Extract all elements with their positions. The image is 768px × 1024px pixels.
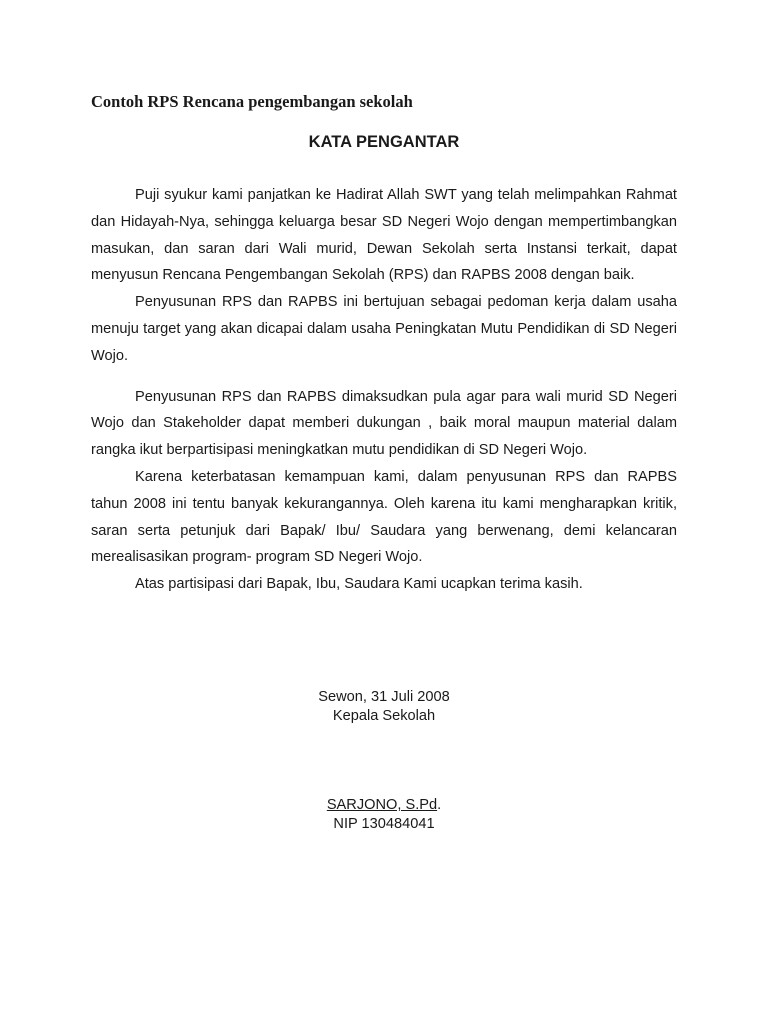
paragraph-4: Karena keterbatasan kemampuan kami, dalam penyusunan RPS dan RAPBS tahun 2008 ini tentu banyak kekurangannya. Oleh karena itu kami mengharapkan kritik, saran serta petunjuk dari Bapak/ Ibu/ Saudara yang berwenang, demi kelancaran merealisasikan program- program SD Negeri Wojo. [91,468,677,566]
paragraph-gap [91,370,677,384]
signer-name: SARJONO, S.Pd [326,797,438,813]
paragraph-2: Penyusunan RPS dan RAPBS ini bertujuan sebagai pedoman kerja dalam usaha menuju target yang akan dicapai dalam usaha Peningkatan Mutu Pendidikan di SD Negeri Wojo. [91,294,677,364]
place-date: Sewon, 31 Juli 2008 [318,689,450,705]
paragraph-1: Puji syukur kami panjatkan ke Hadirat Allah SWT yang telah melimpahkan Rahmat dan Hidayah-Nya, sehingga keluarga besar SD Negeri Wojo dengan mempertimbangkan masukan, dan saran dari Wali murid, Dewan Sekolah serta Instansi terkait, dapat menyusun Rencana Pengembangan Sekolah (RPS) dan RAPBS 2008 dengan baik. [91,187,677,284]
position-title: Kepala Sekolah [332,708,436,724]
section-heading: KATA PENGANTAR [308,133,460,151]
signer-name-line [0,796,768,815]
signature-block-bottom [0,796,768,834]
paragraph-5: Atas partisipasi dari Bapak, Ibu, Saudara Kami ucapkan terima kasih. [135,576,583,593]
paragraph-3: Penyusunan RPS dan RAPBS dimaksudkan pula agar para wali murid SD Negeri Wojo dan Stakeholder dapat memberi dukungan , baik moral maupun material dalam rangka ikut berpartisipasi meningkatkan mutu pendidikan di SD Negeri Wojo. [91,388,677,459]
signer-nip: NIP 130484041 [333,816,435,832]
signature-block-top [0,688,768,726]
document-title: Contoh RPS Rencana pengembangan sekolah [91,92,413,111]
signer-name-suffix: . [437,797,442,813]
body-text [91,182,677,598]
